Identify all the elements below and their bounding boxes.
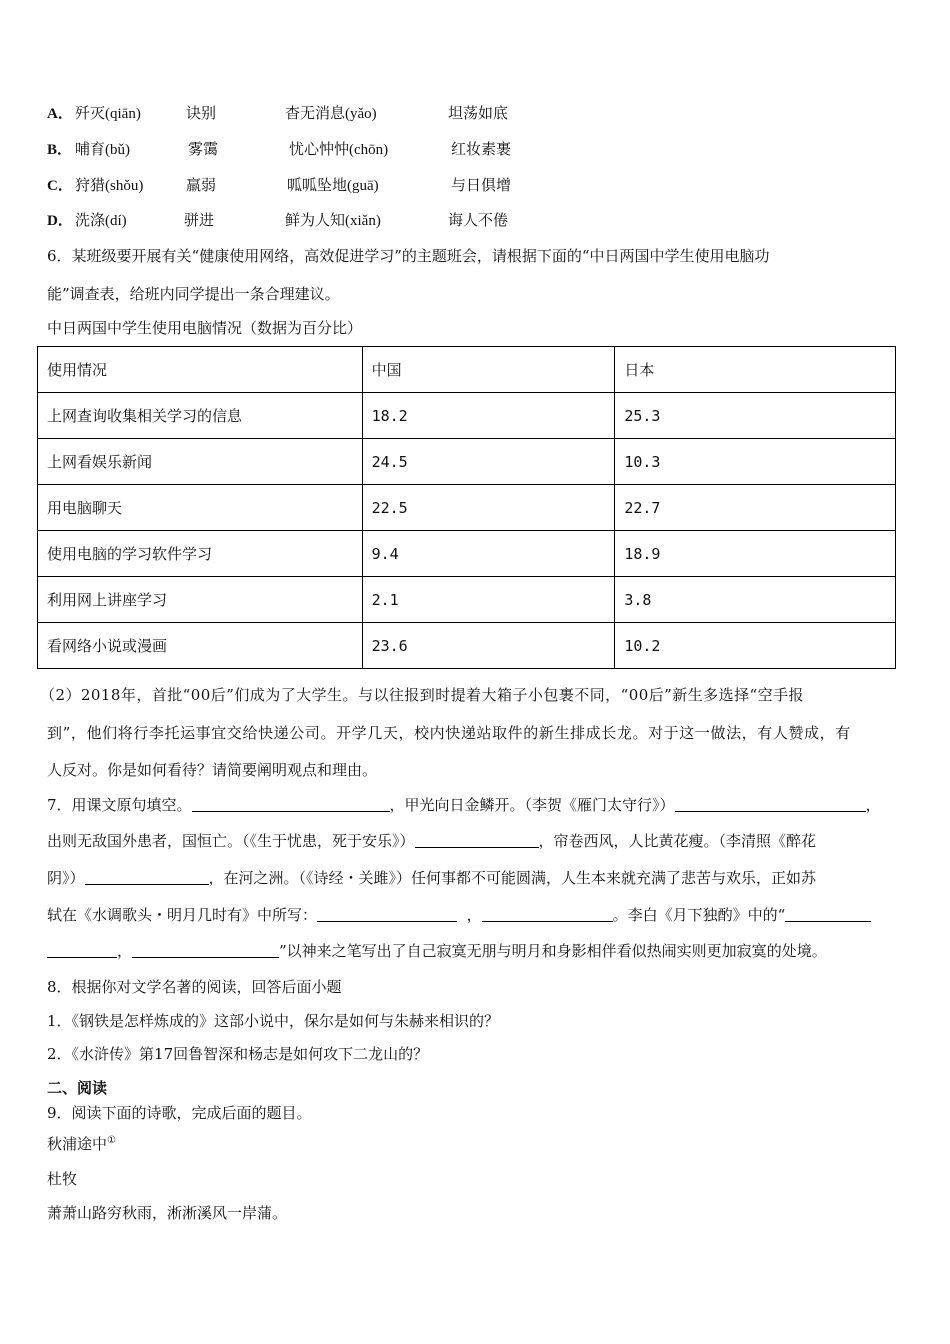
table-caption: 中日两国中学生使用电脑情况（数据为百分比） — [47, 319, 363, 337]
option-a-item-4: 坦荡如底 — [448, 106, 509, 122]
header-japan: 日本 — [615, 347, 896, 393]
footnote-mark: ① — [107, 1135, 116, 1146]
japan-value: 22.7 — [615, 485, 896, 531]
q8-sub-1: 1．《钢铁是怎样炼成的》这部小说中，保尔是如何与朱赫来相识的？ — [47, 1012, 500, 1030]
q6-line-2: 能”调查表，给班内同学提出一条合理建议。 — [47, 285, 340, 303]
table-header-row — [38, 347, 896, 393]
q7-text: 出则无敌国外患者，国恒亡。（《生于忧患，死于安乐》） — [47, 832, 415, 850]
table-row — [38, 623, 896, 669]
answer-blank[interactable] — [47, 942, 117, 958]
answer-blank[interactable] — [317, 906, 457, 922]
option-a-item-1: 歼灭(qiān) — [75, 106, 141, 122]
answer-blank[interactable] — [675, 796, 866, 812]
row-label: 上网查询收集相关学习的信息 — [38, 393, 363, 439]
q7-text: 轼在《水调歌头・明月几时有》中所写： — [47, 906, 318, 924]
option-b-item-3: 忧心忡忡(chōn) — [289, 142, 389, 158]
answer-blank[interactable] — [415, 832, 539, 848]
table-row — [38, 439, 896, 485]
row-label: 看网络小说或漫画 — [38, 623, 363, 669]
q7-text: ，在河之洲。（《诗经・关雎》）任何事都不可能圆满，人生本来就充满了悲苦与欢乐，正如苏 — [208, 869, 817, 887]
japan-value: 10.2 — [615, 623, 896, 669]
row-label: 使用电脑的学习软件学习 — [38, 531, 363, 577]
option-d-item-3: 鲜为人知(xiǎn) — [285, 213, 381, 229]
q6b-line-3: 人反对。你是如何看待？请简要阐明观点和理由。 — [47, 761, 378, 779]
table-row — [38, 577, 896, 623]
china-value: 9.4 — [362, 531, 615, 577]
q7-text: ， — [865, 796, 881, 814]
answer-blank[interactable] — [132, 942, 279, 958]
q7-line-3 — [47, 867, 816, 888]
japan-value: 18.9 — [615, 531, 896, 577]
option-letter: D． — [47, 213, 73, 229]
option-b-item-4: 红妆素裹 — [451, 142, 512, 158]
china-value: 22.5 — [362, 485, 615, 531]
table-row — [38, 393, 896, 439]
china-value: 23.6 — [362, 623, 615, 669]
china-value: 24.5 — [362, 439, 615, 485]
option-c-item-2: 羸弱 — [186, 178, 217, 194]
china-value: 2.1 — [362, 577, 615, 623]
poem-title — [47, 1133, 116, 1154]
survey-table — [37, 346, 896, 669]
option-a — [47, 102, 73, 123]
q7-text: 阴》） — [47, 869, 85, 887]
option-letter: A． — [47, 106, 73, 122]
q7-text: ， — [466, 906, 482, 924]
q7-text: 。李白《月下独酌》中的“ — [612, 906, 786, 924]
answer-blank[interactable] — [785, 906, 871, 922]
table-row — [38, 485, 896, 531]
option-d-item-4: 诲人不倦 — [448, 213, 509, 229]
table-row — [38, 531, 896, 577]
option-c — [47, 174, 73, 195]
q6b-line-1: （2）2018年，首批“00后”们成为了大学生。与以往报到时提着大箱子小包裹不同，“00后”新生多选择“空手报 — [40, 686, 804, 704]
japan-value: 3.8 — [615, 577, 896, 623]
answer-blank[interactable] — [482, 906, 613, 922]
q7-line-1 — [47, 794, 881, 815]
poem-line-1: 萧萧山路穷秋雨，淅淅溪风一岸蒲。 — [47, 1204, 288, 1222]
option-b-item-2: 雾霭 — [188, 142, 219, 158]
q7-text: ， — [117, 942, 133, 960]
option-a-item-3: 杳无消息(yǎo) — [285, 106, 377, 122]
china-value: 18.2 — [362, 393, 615, 439]
option-d-item-1: 洗涤(dí) — [75, 213, 127, 229]
q6b-line-2: 到”，他们将行李托运事宜交给快递公司。开学几天，校内快递站取件的新生排成长龙。对于这一做法，有人赞成，有 — [47, 724, 851, 742]
poem-author: 杜牧 — [47, 1170, 78, 1188]
q7-text: 7．用课文原句填空。 — [47, 796, 192, 814]
header-usage: 使用情况 — [38, 347, 363, 393]
q8-title: 8．根据你对文学名著的阅读，回答后面小题 — [47, 978, 342, 996]
answer-blank[interactable] — [85, 869, 209, 885]
option-d-item-2: 骈进 — [184, 213, 215, 229]
q7-line-2 — [47, 830, 816, 851]
row-label: 用电脑聊天 — [38, 485, 363, 531]
japan-value: 10.3 — [615, 439, 896, 485]
q7-line-5 — [47, 940, 827, 961]
option-letter: B． — [47, 142, 73, 158]
q8-sub-2: 2．《水浒传》第17回鲁智深和杨志是如何攻下二龙山的？ — [47, 1045, 429, 1063]
q6-line-1: 6．某班级要开展有关“健康使用网络，高效促进学习”的主题班会，请根据下面的“中日两国中学生使用电脑功 — [47, 247, 770, 265]
option-a-item-2: 诀别 — [186, 106, 217, 122]
q7-text: ，帘卷西风，人比黄花瘦。（李清照《醉花 — [538, 832, 817, 850]
option-c-item-1: 狩猎(shǒu) — [75, 178, 144, 194]
row-label: 上网看娱乐新闻 — [38, 439, 363, 485]
option-c-item-3: 呱呱坠地(guā) — [287, 178, 379, 194]
option-b-item-1: 哺育(bǔ) — [75, 142, 130, 158]
section-heading: 二、阅读 — [47, 1079, 108, 1097]
option-c-item-4: 与日俱增 — [451, 178, 512, 194]
answer-blank[interactable] — [192, 796, 390, 812]
q7-line-4 — [47, 904, 871, 925]
poem-title-text: 秋浦途中 — [47, 1135, 108, 1153]
q7-text: ，甲光向日金鳞开。（李贺《雁门太守行》） — [389, 796, 675, 814]
q9-title: 9．阅读下面的诗歌，完成后面的题目。 — [47, 1104, 312, 1122]
option-d — [47, 209, 73, 230]
q7-text: ”以神来之笔写出了自己寂寞无朋与明月和身影相伴看似热闹实则更加寂寞的处境。 — [279, 942, 827, 960]
row-label: 利用网上讲座学习 — [38, 577, 363, 623]
option-b — [47, 138, 72, 159]
japan-value: 25.3 — [615, 393, 896, 439]
option-letter: C． — [47, 178, 73, 194]
header-china: 中国 — [362, 347, 615, 393]
